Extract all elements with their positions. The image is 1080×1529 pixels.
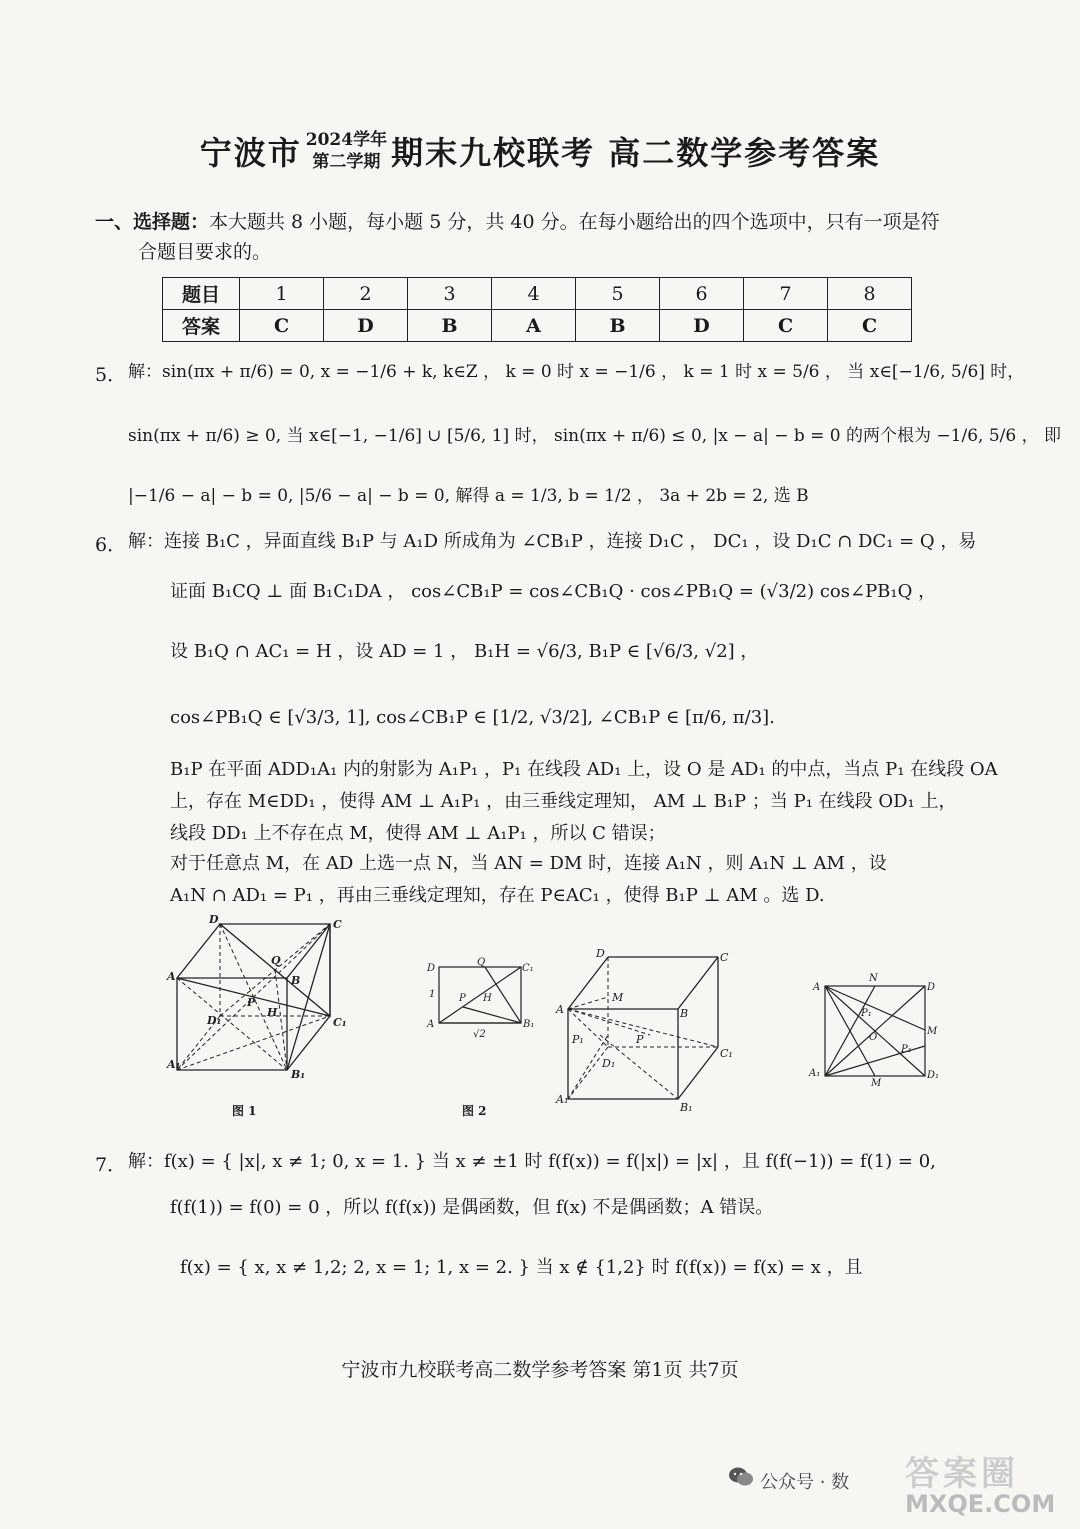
table-cell: D bbox=[660, 310, 744, 342]
figure-2-rectangle bbox=[425, 955, 540, 1040]
svg-text:M: M bbox=[871, 1078, 882, 1088]
svg-text:D: D bbox=[596, 947, 605, 960]
q5-line-1: 解：sin(πx + π/6) = 0, x = −1/6 + k, k∈Z ， k = 0 时 x = −1/6 ， k = 1 时 x = 5/6 ， 当 x∈[−1/6, 5/6] 时， bbox=[128, 362, 1025, 382]
svg-text:H: H bbox=[267, 1006, 278, 1019]
title-year: 2024学年 bbox=[305, 130, 388, 150]
table-cell: 5 bbox=[576, 278, 660, 310]
figure-1-caption: 图 1 bbox=[232, 1104, 257, 1118]
svg-text:1: 1 bbox=[429, 989, 436, 1000]
svg-text:P₁: P₁ bbox=[861, 1008, 872, 1019]
svg-text:B₁: B₁ bbox=[291, 1068, 306, 1081]
svg-text:O: O bbox=[869, 1032, 878, 1043]
table-cell: D bbox=[324, 310, 408, 342]
page-footer: 宁波市九校联考高二数学参考答案 第1页 共7页 bbox=[341, 1359, 739, 1381]
svg-text:B: B bbox=[291, 974, 301, 987]
svg-text:C: C bbox=[333, 918, 342, 931]
svg-text:P₁: P₁ bbox=[572, 1033, 584, 1046]
q6-line-9: A₁N ∩ AD₁ = P₁ ，再由三垂线定理知，存在 P∈AC₁ ，使得 B₁P ⊥ AM 。选 D. bbox=[170, 885, 825, 906]
svg-text:P₁: P₁ bbox=[901, 1044, 912, 1055]
q6-line-6: 上，存在 M∈DD₁ ，使得 AM ⊥ A₁P₁ ，由三垂线定理知， AM ⊥ B₁P ；当 P₁ 在线段 OD₁ 上， bbox=[170, 791, 957, 812]
svg-text:D₁: D₁ bbox=[207, 1014, 222, 1027]
svg-text:P: P bbox=[636, 1033, 644, 1046]
svg-text:A: A bbox=[813, 982, 821, 993]
q6-line-1: 解：连接 B₁C ，异面直线 B₁P 与 A₁D 所成角为 ∠CB₁P ，连接 D₁C ， DC₁ ，设 D₁C ∩ DC₁ = Q ，易 bbox=[128, 531, 977, 552]
figure-3-cube-projection bbox=[550, 945, 740, 1115]
q6-number: 6． bbox=[95, 534, 127, 556]
table-header-answer: 答案 bbox=[163, 310, 240, 342]
table-cell: B bbox=[576, 310, 660, 342]
q6-line-2: 证面 B₁CQ ⊥ 面 B₁C₁DA ， cos∠CB₁P = cos∠CB₁Q · cos∠PB₁Q = (√3/2) cos∠PB₁Q ， bbox=[170, 581, 937, 602]
table-row bbox=[163, 278, 912, 310]
figure-4-square bbox=[805, 968, 945, 1088]
table-cell: C bbox=[744, 310, 828, 342]
table-header-number: 题目 bbox=[163, 278, 240, 310]
title-semester: 第二学期 bbox=[312, 152, 381, 172]
q7-line-2: f(f(1)) = f(0) = 0 ，所以 f(f(x)) 是偶函数，但 f(x) 不是偶函数；A 错误。 bbox=[170, 1197, 774, 1218]
table-cell: 1 bbox=[240, 278, 324, 310]
q6-line-7: 线段 DD₁ 上不存在点 M，使得 AM ⊥ A₁P₁ ，所以 C 错误； bbox=[170, 823, 666, 844]
svg-text:√2: √2 bbox=[473, 1029, 486, 1040]
table-cell: 6 bbox=[660, 278, 744, 310]
svg-text:A: A bbox=[556, 1003, 564, 1016]
section-desc-1: 本大题共 8 小题，每小题 5 分，共 40 分。在每小题给出的四个选项中，只有一项是符 bbox=[209, 211, 940, 233]
title-rest: 期末九校联考 高二数学参考答案 bbox=[391, 134, 881, 172]
q5-line-3: |−1/6 − a| − b = 0, |5/6 − a| − b = 0, 解得 a = 1/3, b = 1/2 ， 3a + 2b = 2, 选 B bbox=[128, 486, 809, 506]
page-title bbox=[0, 128, 1080, 174]
svg-text:D: D bbox=[927, 982, 936, 993]
q6-line-4: cos∠PB₁Q ∈ [√3/3, 1], cos∠CB₁P ∈ [1/2, √3/2], ∠CB₁P ∈ [π/6, π/3]. bbox=[170, 707, 775, 728]
table-cell: A bbox=[492, 310, 576, 342]
svg-text:A₁: A₁ bbox=[167, 1058, 181, 1071]
svg-text:P: P bbox=[247, 996, 256, 1009]
svg-text:C₁: C₁ bbox=[333, 1016, 347, 1029]
table-cell: C bbox=[828, 310, 912, 342]
section-desc-2: 合题目要求的。 bbox=[138, 241, 272, 263]
q5-number: 5． bbox=[95, 364, 127, 386]
table-cell: 2 bbox=[324, 278, 408, 310]
table-cell: 7 bbox=[744, 278, 828, 310]
section-label: 一、选择题： bbox=[95, 211, 210, 233]
title-city: 宁波市 bbox=[199, 134, 302, 172]
svg-text:M: M bbox=[927, 1026, 938, 1037]
table-row bbox=[163, 310, 912, 342]
q6-line-8: 对于任意点 M，在 AD 上选一点 N，当 AN = DM 时，连接 A₁N ，则 A₁N ⊥ AM ，设 bbox=[170, 853, 887, 874]
svg-text:C₁: C₁ bbox=[522, 963, 534, 974]
table-cell: 8 bbox=[828, 278, 912, 310]
figure-2-caption: 图 2 bbox=[462, 1104, 487, 1118]
q6-line-3: 设 B₁Q ∩ AC₁ = H ，设 AD = 1 ， B₁H = √6/3, B₁P ∈ [√6/3, √2] ， bbox=[170, 641, 759, 662]
svg-text:N: N bbox=[869, 973, 878, 984]
svg-text:C₁: C₁ bbox=[720, 1047, 733, 1060]
svg-text:P: P bbox=[459, 993, 466, 1004]
svg-text:D: D bbox=[427, 963, 436, 974]
svg-text:D: D bbox=[209, 913, 219, 926]
q7-number: 7． bbox=[95, 1154, 127, 1176]
wechat-icon bbox=[728, 1466, 754, 1488]
table-cell: C bbox=[240, 310, 324, 342]
q7-line-1: 解：f(x) = { |x|, x ≠ 1; 0, x = 1. } 当 x ≠ ±1 时 f(f(x)) = f(|x|) = |x| ，且 f(f(−1)) = f(1) = 0, bbox=[128, 1151, 936, 1172]
watermark-account: 公众号 · 数 bbox=[760, 1472, 850, 1493]
answer-table bbox=[162, 277, 912, 342]
svg-text:B₁: B₁ bbox=[680, 1101, 693, 1114]
watermark-site-small: MXQE.COM bbox=[905, 1490, 1056, 1518]
svg-text:H: H bbox=[483, 993, 492, 1004]
q7-line-3: f(x) = { x, x ≠ 1,2; 2, x = 1; 1, x = 2. } 当 x ∉ {1,2} 时 f(f(x)) = f(x) = x ，且 bbox=[180, 1257, 863, 1278]
svg-text:B: B bbox=[680, 1007, 689, 1020]
svg-text:A₁: A₁ bbox=[809, 1068, 821, 1079]
title-term bbox=[306, 129, 387, 173]
svg-text:A: A bbox=[167, 970, 176, 983]
figure-1-cube bbox=[165, 912, 355, 1082]
svg-text:D₁: D₁ bbox=[602, 1057, 616, 1070]
q6-line-5: B₁P 在平面 ADD₁A₁ 内的射影为 A₁P₁ ，P₁ 在线段 AD₁ 上，设 O 是 AD₁ 的中点，当点 P₁ 在线段 OA bbox=[170, 759, 998, 780]
svg-text:Q: Q bbox=[477, 957, 486, 968]
svg-text:Q: Q bbox=[271, 954, 281, 967]
svg-text:B₁: B₁ bbox=[523, 1019, 535, 1030]
section-choice-header bbox=[95, 207, 995, 267]
watermark-site-big: 答案圈 bbox=[905, 1454, 1019, 1494]
svg-text:D₁: D₁ bbox=[927, 1070, 940, 1081]
svg-text:A₁: A₁ bbox=[556, 1093, 569, 1106]
svg-text:A: A bbox=[427, 1019, 435, 1030]
table-cell: 3 bbox=[408, 278, 492, 310]
svg-text:M: M bbox=[612, 991, 624, 1004]
svg-text:C: C bbox=[720, 951, 729, 964]
table-cell: B bbox=[408, 310, 492, 342]
table-cell: 4 bbox=[492, 278, 576, 310]
q5-line-2: sin(πx + π/6) ≥ 0, 当 x∈[−1, −1/6] ∪ [5/6, 1] 时， sin(πx + π/6) ≤ 0, |x − a| − b = 0 的两个根为 −1/6, 5/6 ， 即 bbox=[128, 426, 1061, 446]
